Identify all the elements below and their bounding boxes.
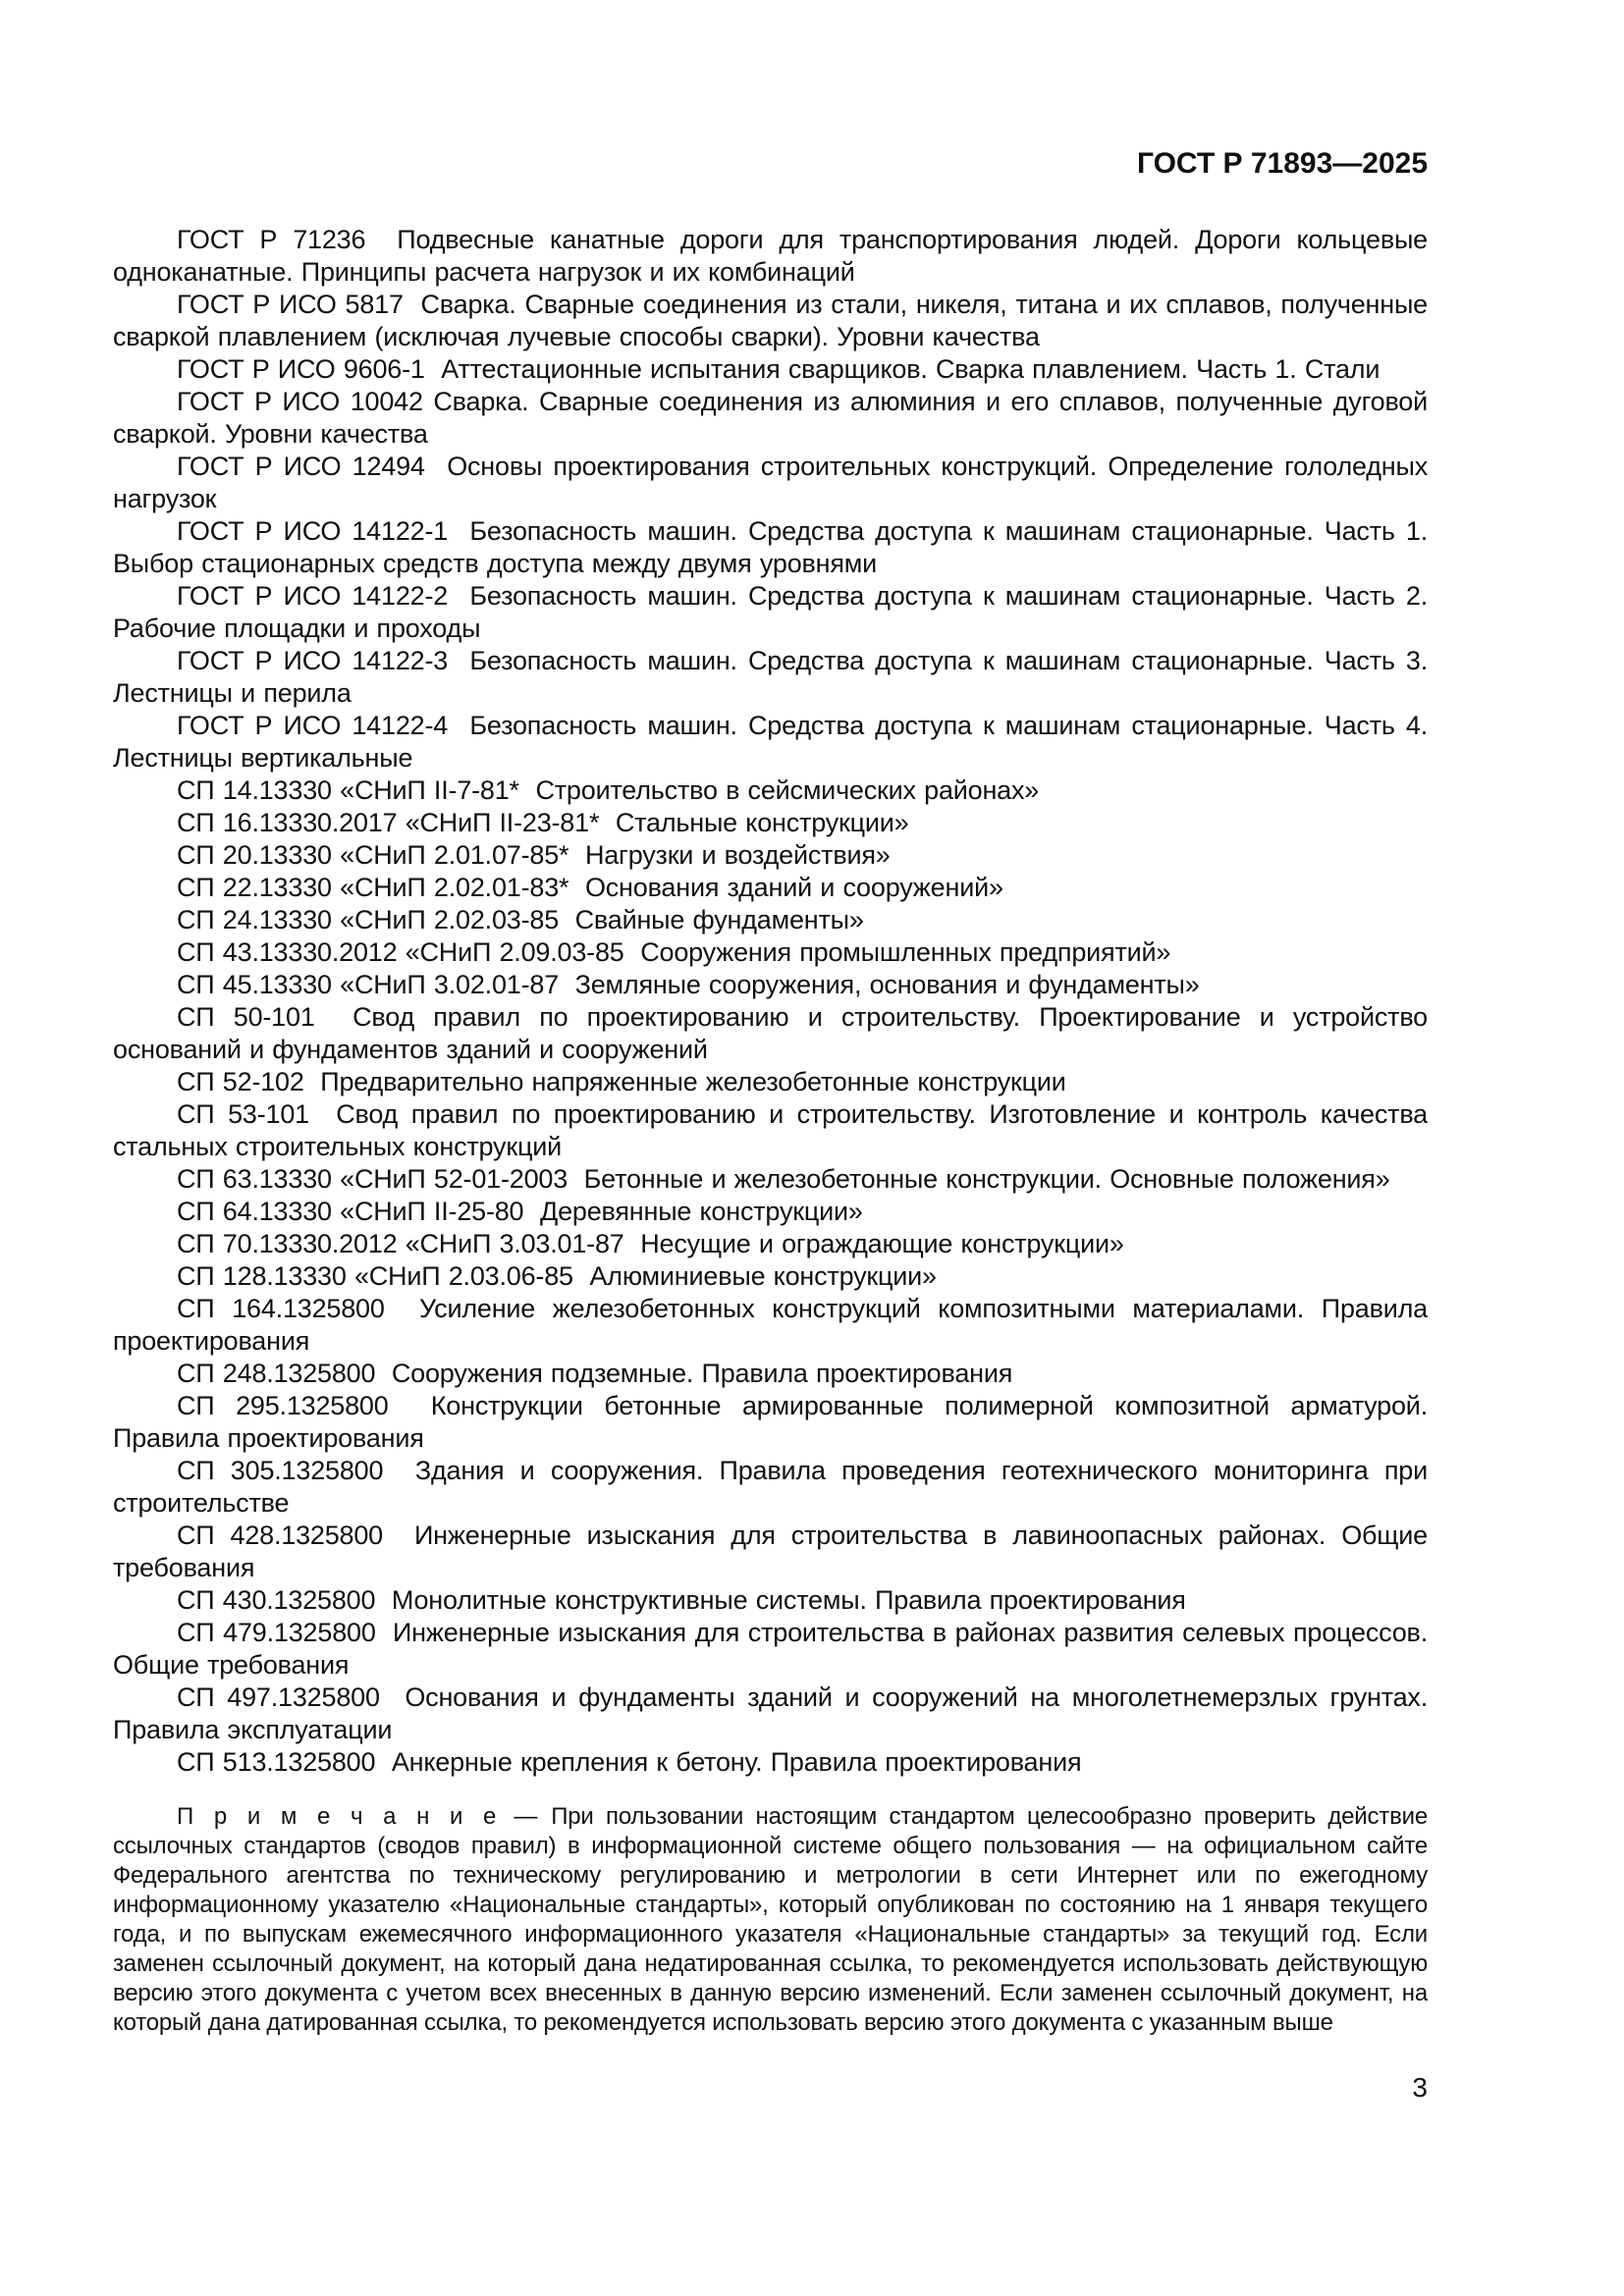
reference-item: ГОСТ Р ИСО 14122-4 Безопасность машин. Средства доступа к машинам стационарные. Часть 4. Лестницы вертикальные [113,711,1428,773]
reference-item: СП 53-101 Свод правил по проектированию и строительству. Изготовление и контроль качества стальных строительных конструкций [113,1099,1428,1161]
reference-item: СП 428.1325800 Инженерные изыскания для строительства в лавиноопасных районах. Общие требования [113,1521,1428,1582]
reference-item: СП 164.1325800 Усиление железобетонных конструкций композитными материалами. Правила проектирования [113,1294,1428,1356]
reference-item: СП 513.1325800 Анкерные крепления к бетону. Правила проектирования [177,1747,1082,1777]
reference-item: СП 50-101 Свод правил по проектированию и строительству. Проектирование и устройство оснований и фундаментов зданий и сооружений [113,1002,1428,1064]
standard-designation: ГОСТ Р 71893—2025 [1136,147,1428,180]
reference-item: ГОСТ Р ИСО 14122-3 Безопасность машин. Средства доступа к машинам стационарные. Часть 3. Лестницы и перила [113,646,1428,708]
page-header [113,147,1428,180]
reference-item: СП 64.13330 «СНиП II-25-80 Деревянные конструкции» [177,1197,863,1226]
reference-item: СП 295.1325800 Конструкции бетонные армированные полимерной композитной арматурой. Правила проектирования [113,1391,1428,1453]
reference-item: ГОСТ Р 71236 Подвесные канатные дороги для транспортирования людей. Дороги кольцевые одноканатные. Принципы расчета нагрузок и их комбинаций [113,225,1428,287]
note-label: П р и м е ч а н и е [177,1803,501,1830]
reference-item: СП 248.1325800 Сооружения подземные. Правила проектирования [177,1359,1013,1388]
reference-item: СП 497.1325800 Основания и фундаменты зданий и сооружений на многолетнемерзлых грунтах. Правила эксплуатации [113,1682,1428,1744]
reference-item: СП 22.13330 «СНиП 2.02.01-83* Основания зданий и сооружений» [177,873,1003,902]
reference-item: СП 14.13330 «СНиП II-7-81* Строительство в сейсмических районах» [177,775,1040,805]
reference-item: ГОСТ Р ИСО 5817 Сварка. Сварные соединения из стали, никеля, титана и их сплавов, полученные сваркой плавлением (исключая лучевые способы сварки). Уровни качества [113,290,1428,351]
note-text: При пользовании настоящим стандартом целесообразно проверить действие ссылочных стандартов (сводов правил) в информационной системе общего пользования — на официальном сайте Федерального агентства по техническому регулированию и метрологии в сети Интернет или по ежегодному информационному указателю «Национальные стандарты», который опубликован по состоянию на 1 января текущего года, и по выпускам ежемесячного информационного указателя «Национальные стандарты» за текущий год. Если заменен ссылочный документ, на который дана недатированная ссылка, то рекомендуется использовать действующую версию этого документа с учетом всех внесенных в данную версию изменений. Если заменен ссылочный документ, на который дана датированная ссылка, то рекомендуется использовать версию этого документа с указанным выше [113,1803,1428,2036]
reference-item: СП 20.13330 «СНиП 2.01.07-85* Нагрузки и воздействия» [177,840,891,870]
reference-item: СП 63.13330 «СНиП 52-01-2003 Бетонные и железобетонные конструкции. Основные положения» [177,1164,1390,1194]
reference-item: СП 45.13330 «СНиП 3.02.01-87 Земляные сооружения, основания и фундаменты» [177,970,1200,999]
reference-item: СП 52-102 Предварительно напряженные железобетонные конструкции [177,1067,1066,1096]
reference-item: ГОСТ Р ИСО 9606-1 Аттестационные испытания сварщиков. Сварка плавлением. Часть 1. Стали [177,354,1380,384]
reference-item: ГОСТ Р ИСО 12494 Основы проектирования строительных конструкций. Определение гололедных нагрузок [113,452,1428,513]
reference-item: ГОСТ Р ИСО 14122-2 Безопасность машин. Средства доступа к машинам стационарные. Часть 2. Рабочие площадки и проходы [113,581,1428,643]
reference-item: ГОСТ Р ИСО 10042 Сварка. Сварные соединения из алюминия и его сплавов, полученные дуговой сваркой. Уровни качества [113,387,1428,449]
note-paragraph [113,1802,1428,2038]
reference-item: СП 43.13330.2012 «СНиП 2.09.03-85 Сооружения промышленных предприятий» [177,937,1171,967]
reference-item: СП 479.1325800 Инженерные изыскания для строительства в районах развития селевых процессов. Общие требования [113,1618,1428,1680]
page-number: 3 [1412,2072,1428,2103]
reference-item: ГОСТ Р ИСО 14122-1 Безопасность машин. Средства доступа к машинам стационарные. Часть 1. Выбор стационарных средств доступа между двумя уровнями [113,516,1428,578]
reference-item: СП 128.13330 «СНиП 2.03.06-85 Алюминиевые конструкции» [177,1261,937,1291]
reference-item: СП 305.1325800 Здания и сооружения. Правила проведения геотехнического мониторинга при строительстве [113,1456,1428,1518]
reference-item: СП 24.13330 «СНиП 2.02.03-85 Свайные фундаменты» [177,905,864,934]
reference-item: СП 430.1325800 Монолитные конструктивные системы. Правила проектирования [177,1585,1186,1615]
reference-item: СП 16.13330.2017 «СНиП II-23-81* Стальные конструкции» [177,808,909,837]
references-list [113,224,1428,1779]
note-dash: — [514,1803,538,1830]
reference-item: СП 70.13330.2012 «СНиП 3.03.01-87 Несущие и ограждающие конструкции» [177,1229,1124,1258]
